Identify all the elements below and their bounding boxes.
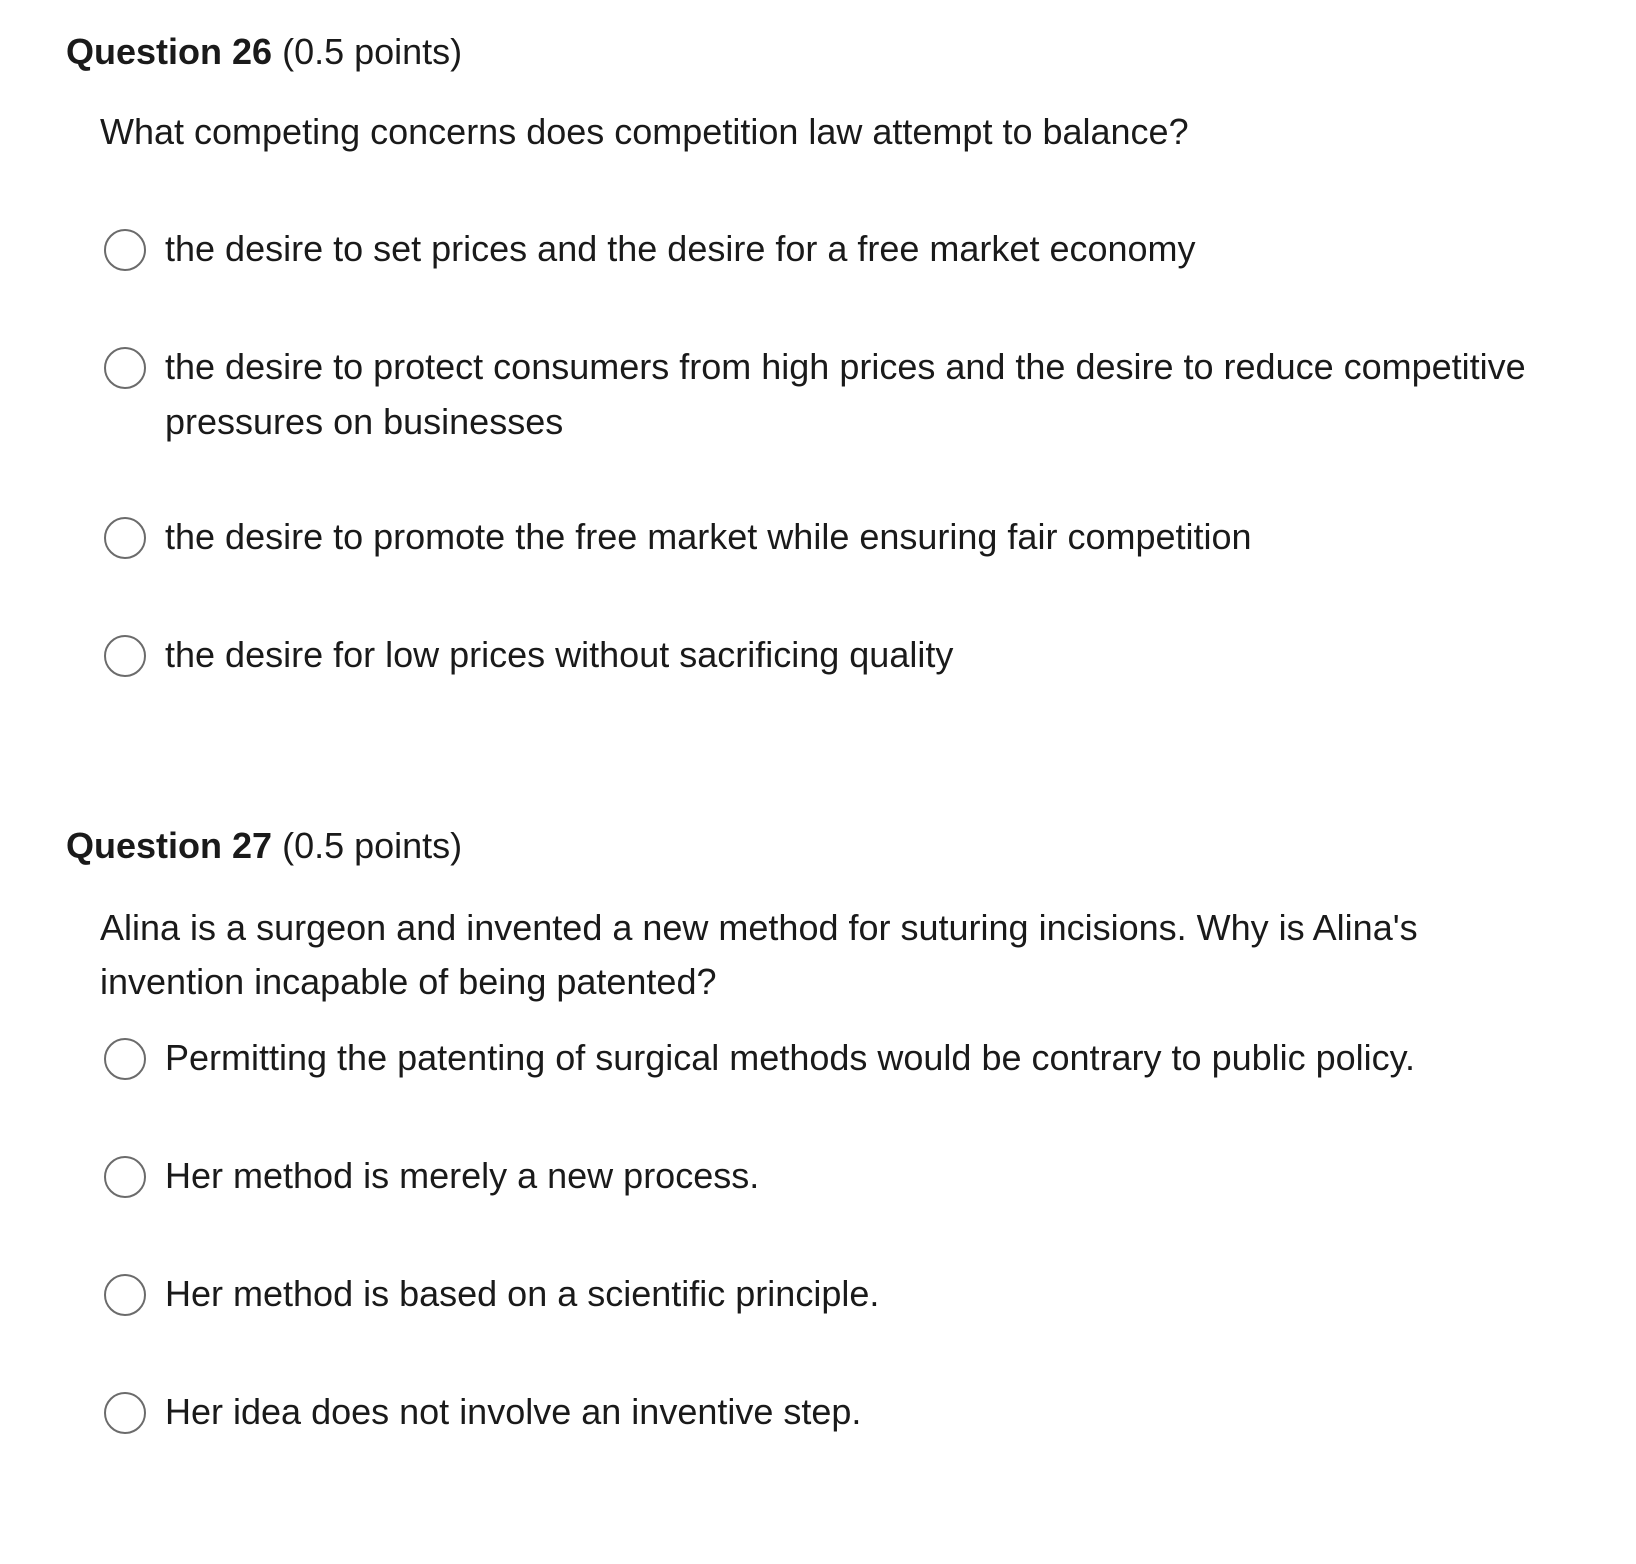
radio-button[interactable] [104,1038,146,1080]
answer-option-label[interactable]: the desire to protect consumers from high prices and the desire to reduce competitive pressures on businesses [165,346,1526,442]
answer-option-1[interactable] [104,221,1584,276]
radio-button[interactable] [104,517,146,559]
question-title: Question 26 [66,31,273,72]
answer-option-3[interactable] [104,1266,1584,1321]
question-points: (0.5 points) [282,825,463,866]
answer-option-label[interactable]: Permitting the patenting of surgical methods would be contrary to public policy. [165,1037,1415,1078]
question-title: Question 27 [66,825,273,866]
answer-option-3[interactable] [104,509,1584,564]
radio-button[interactable] [104,1392,146,1434]
question-text: Alina is a surgeon and invented a new method for suturing incisions. Why is Alina's invention incapable of being patented? [100,907,1418,1002]
question-points: (0.5 points) [282,31,463,72]
question-text: What competing concerns does competition law attempt to balance? [100,111,1189,152]
radio-button[interactable] [104,1156,146,1198]
question-header [66,824,462,868]
radio-button[interactable] [104,229,146,271]
answer-option-4[interactable] [104,627,1584,682]
answer-option-2[interactable] [104,339,1584,449]
answer-option-1[interactable] [104,1030,1584,1085]
answer-option-label[interactable]: Her idea does not involve an inventive step. [165,1391,862,1432]
answer-option-label[interactable]: the desire for low prices without sacrificing quality [165,634,954,675]
answer-option-label[interactable]: the desire to set prices and the desire for a free market economy [165,228,1196,269]
question-header [66,30,462,74]
answer-option-label[interactable]: Her method is based on a scientific principle. [165,1273,880,1314]
answer-option-label[interactable]: the desire to promote the free market while ensuring fair competition [165,516,1252,557]
radio-button[interactable] [104,347,146,389]
answer-option-2[interactable] [104,1148,1584,1203]
answer-option-4[interactable] [104,1384,1584,1439]
radio-button[interactable] [104,1274,146,1316]
answer-option-label[interactable]: Her method is merely a new process. [165,1155,760,1196]
radio-button[interactable] [104,635,146,677]
